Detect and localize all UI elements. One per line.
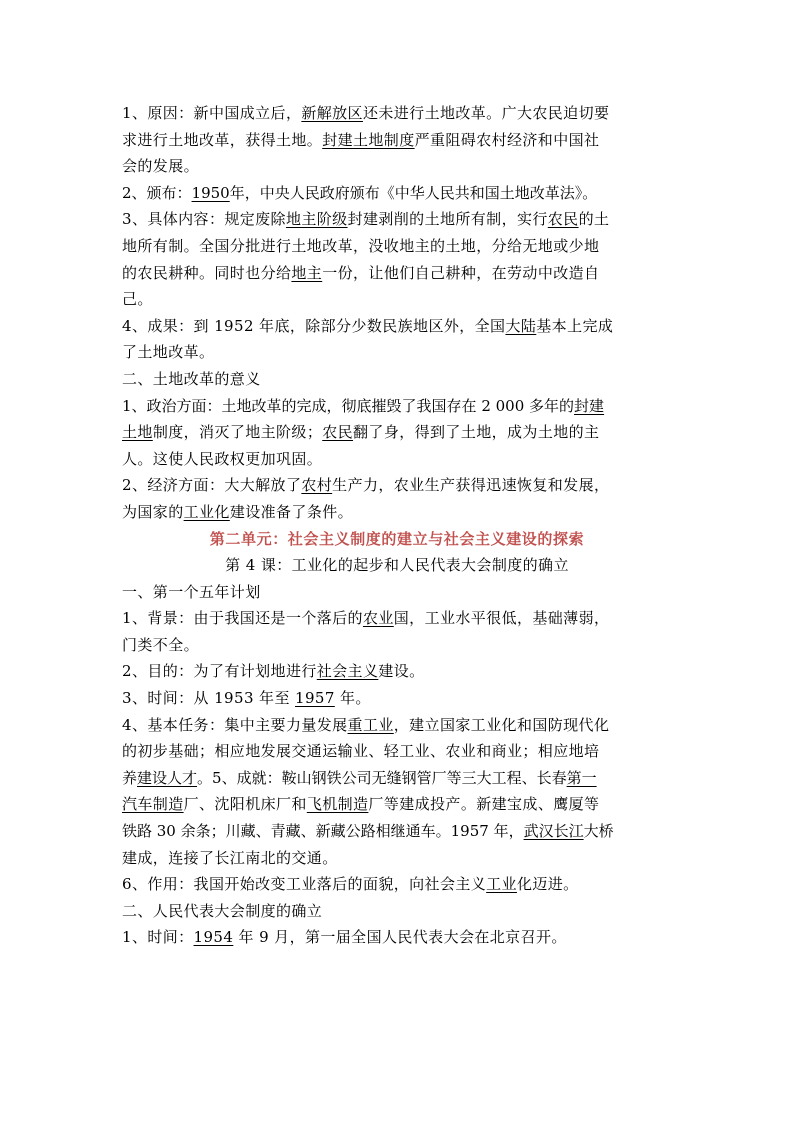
underlined-term: 建设人才 [137,768,198,787]
underlined-term: 1954 [193,928,234,947]
text-segment: 一份，让他们自己耕种，在劳动中改造自 [322,263,600,282]
text-segment: 1、原因： [122,104,194,122]
text-segment: 生产力，农业生产获得迅速恢复和发展， [332,476,610,495]
text-segment: 为国家的 [122,502,184,521]
text-segment: 翻了身，得到了土地，成为土地的主 [353,423,600,442]
underlined-term: 社会主义 [316,662,379,681]
underlined-term: 地主阶级 [285,210,348,229]
text-line [122,632,672,659]
text-line [122,233,672,260]
underlined-term: 土地 [122,423,153,442]
text-segment: 3、时间：从 1953 年至 [122,689,296,708]
text-segment: 第 4 课：工业化的起步和人民代表大会制度的确立 [225,556,569,575]
text-segment: 门类不全。 [122,635,200,654]
text-segment: 建设。 [378,662,425,681]
text-line [122,100,672,127]
underlined-term: 农业 [362,609,394,628]
text-segment: 求进行土地改革，获得土地。 [122,130,323,149]
text-segment: 厂等建成投产。新建宝成、鹰厦等 [368,795,600,814]
text-segment: 养 [122,768,138,787]
underlined-term: 工业 [486,875,517,894]
text-line [122,924,672,951]
underlined-term: 武汉长江 [523,822,584,841]
text-line [122,499,672,526]
text-line [122,286,672,313]
text-line [122,153,672,180]
text-line [122,765,672,792]
text-segment: 建成，连接了长江南北的交通。 [122,848,338,867]
text-segment: 地所有制。全国分批进行土地改革，没收地主的土地，分给无地或少地 [122,236,600,255]
text-line [122,579,672,606]
text-segment: 第二单元：社会主义制度的建立与社会主义建设的探索 [209,529,585,548]
text-line [122,738,672,765]
document-body [122,100,672,951]
text-line [122,472,672,499]
text-segment: 会的发展。 [122,157,200,176]
underlined-term: 农民 [547,210,579,229]
text-line [122,818,672,845]
text-segment: 化迈进。 [516,875,579,894]
text-line [122,127,672,154]
text-segment: ，建立国家工业化和国防现代化 [393,715,610,734]
text-segment: 建设准备了条件。 [229,502,354,521]
text-segment: 一、第一个五年计划 [122,582,261,601]
underlined-term: 第一 [566,768,597,787]
underlined-term: 封建 [574,396,605,415]
text-segment: 1、政治方面：土地改革的完成，彻底摧毁了我国存在 2 000 多年的 [122,396,575,415]
text-segment: 的土 [578,210,610,229]
text-line [122,871,672,898]
text-line [122,313,672,340]
text-segment: 严重阻碍农村经济和中国社 [414,130,600,149]
underlined-term: 汽车制造 [122,795,184,814]
text-line [122,206,672,233]
underlined-term: 新解放区 [301,104,363,122]
underlined-term: 飞机制造 [306,795,369,814]
underlined-term: 1950 [191,183,230,202]
underlined-term: 农民 [322,423,354,442]
text-segment: 年。 [334,689,371,708]
underlined-term: 1957 [295,689,335,708]
lesson-title [122,552,672,579]
unit-heading [122,526,672,553]
text-line [122,393,672,420]
text-line [122,260,672,287]
text-line [122,791,672,818]
text-segment: 封建剥削的土地所有制，实行 [347,210,548,229]
text-segment: 基本上完成 [536,316,614,335]
text-segment: 4、基本任务：集中主要力量发展 [122,715,348,734]
text-segment: 了土地改革。 [122,343,215,362]
text-line [122,446,672,473]
text-segment: 6、作用：我国开始改变工业落后的面貌，向社会主义 [122,875,487,894]
text-line [122,605,672,632]
text-segment: 己。 [122,290,153,309]
text-segment: 还未进行土地改革。广大农民迫切要 [362,104,610,122]
text-segment: 2、经济方面：大大解放了 [122,476,302,495]
text-segment: 二、土地改革的意义 [122,369,261,388]
text-segment: 新中国成立后， [193,104,302,122]
text-segment: 1、时间： [122,928,194,947]
text-segment: 的农民耕种。同时也分给 [122,263,292,282]
text-segment: 年，中央人民政府颁布《中华人民共和国土地改革法》。 [229,183,598,202]
text-line [122,712,672,739]
text-segment: 2、颁布： [122,183,192,202]
text-segment: 国，工业水平很低，基础薄弱， [393,609,610,628]
text-segment: 大桥 [583,822,614,841]
underlined-term: 农村 [301,476,333,495]
underlined-term: 封建土地制度 [322,130,415,149]
text-line [122,685,672,712]
text-segment: 3、具体内容：规定废除 [122,210,286,229]
text-line [122,180,672,207]
text-segment: 4、成果：到 1952 年底，除部分少数民族地区外，全国 [122,316,506,335]
text-segment: 的初步基础；相应地发展交通运输业、轻工业、农业和商业；相应地培 [122,742,600,761]
underlined-term: 大陆 [505,316,537,335]
text-segment: 2、目的：为了有计划地进行 [122,662,317,681]
text-segment: 人。这使人民政权更加巩固。 [122,449,323,468]
text-segment: 。5、成就：鞍山钢铁公司无缝钢管厂等三大工程、长春 [197,768,567,787]
text-line [122,658,672,685]
text-line [122,339,672,366]
text-segment: 1、背景：由于我国还是一个落后的 [122,609,363,628]
underlined-term: 地主 [291,263,323,282]
text-segment: 二、人民代表大会制度的确立 [122,901,323,920]
text-segment: 厂、沈阳机床厂和 [183,795,307,814]
underlined-term: 重工业 [347,715,394,734]
text-segment: 制度，消灭了地主阶级； [152,423,323,442]
text-segment: 年 9 月，第一届全国人民代表大会在北京召开。 [233,928,567,947]
underlined-term: 工业化 [183,502,230,521]
text-line [122,366,672,393]
text-line [122,419,672,446]
text-line [122,845,672,872]
text-segment: 铁路 30 余条；川藏、青藏、新藏公路相继通车。1957 年， [122,822,524,841]
text-line [122,898,672,925]
